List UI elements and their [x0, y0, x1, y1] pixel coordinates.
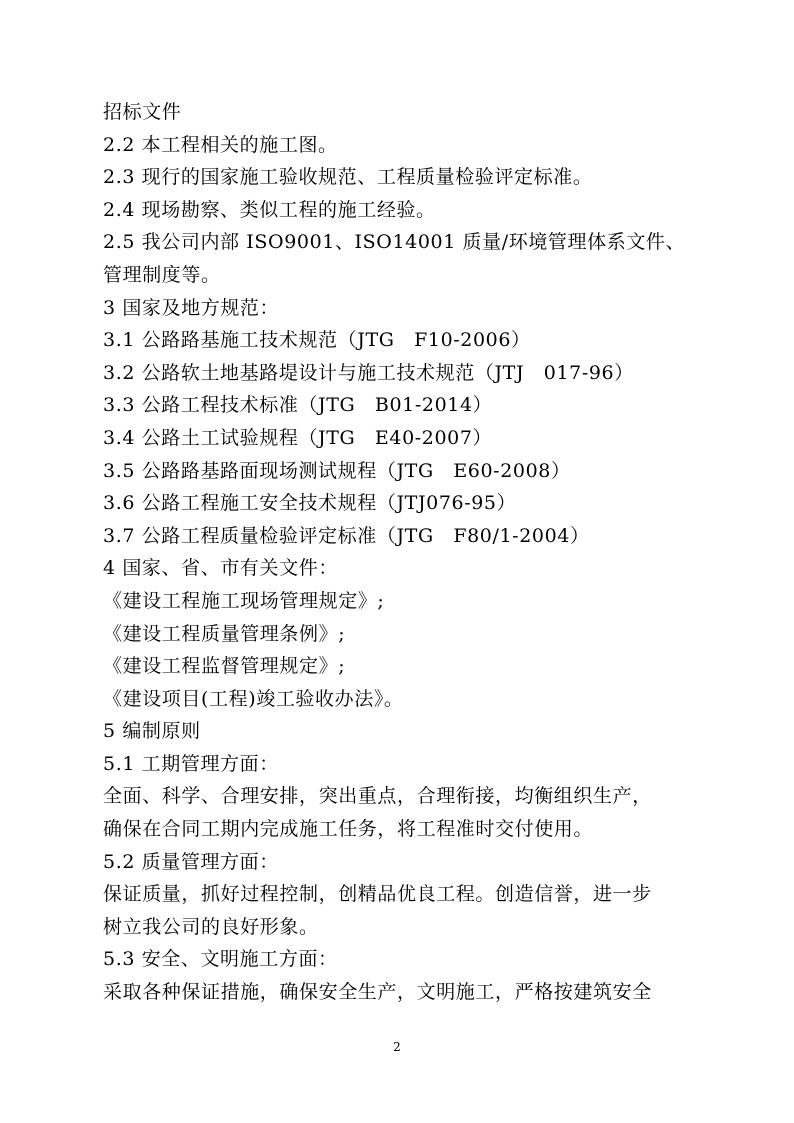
line-3-3: 3.3 公路工程技术标准（JTG B01-2014） — [103, 394, 493, 417]
line-2-5-cont: 管理制度等。 — [103, 263, 221, 286]
line-doc-4: 《建设项目(工程)竣工验收办法》。 — [103, 687, 404, 710]
line-5-2: 5.2 质量管理方面： — [103, 850, 279, 873]
line-heading-bid-docs: 招标文件 — [103, 101, 182, 123]
line-5-3-body-a: 采取各种保证措施，确保安全生产，文明施工，严格按建筑安全 — [103, 981, 652, 1004]
line-3-7: 3.7 公路工程质量检验评定标准（JTG F80/1-2004） — [103, 524, 590, 547]
line-doc-3: 《建设工程监督管理规定》; — [103, 655, 346, 678]
line-2-5: 2.5 我公司内部 ISO9001、ISO14001 质量/环境管理体系文件、 — [103, 231, 686, 254]
line-5-2-body-a: 保证质量，抓好过程控制，创精品优良工程。创造信誉，进一步 — [103, 883, 652, 906]
line-3-4: 3.4 公路土工试验规程（JTG E40-2007） — [103, 426, 493, 449]
line-3-6: 3.6 公路工程施工安全技术规程（JTJ076-95） — [103, 492, 517, 515]
line-2-3: 2.3 现行的国家施工验收规范、工程质量检验评定标准。 — [103, 166, 593, 189]
line-5-1-body-b: 确保在合同工期内完成施工任务，将工程准时交付使用。 — [103, 818, 594, 841]
line-5-2-body-b: 树立我公司的良好形象。 — [103, 915, 319, 938]
line-5-1-body-a: 全面、科学、合理安排，突出重点，合理衔接，均衡组织生产， — [103, 785, 652, 808]
line-section-5: 5 编制原则 — [103, 720, 201, 743]
document-body — [103, 96, 703, 1009]
line-3-2: 3.2 公路软土地基路堤设计与施工技术规范（JTJ 017-96） — [103, 361, 634, 384]
line-2-4: 2.4 现场勘察、类似工程的施工经验。 — [103, 198, 436, 221]
line-3-1: 3.1 公路路基施工技术规范（JTG F10-2006） — [103, 329, 531, 352]
line-section-4: 4 国家、省、市有关文件： — [103, 557, 338, 580]
line-section-3: 3 国家及地方规范： — [103, 296, 280, 319]
page-number: 2 — [393, 1040, 401, 1054]
line-doc-1: 《建设工程施工现场管理规定》; — [103, 589, 385, 612]
line-2-2: 2.2 本工程相关的施工图。 — [103, 133, 338, 156]
line-3-5: 3.5 公路路基路面现场测试规程（JTG E60-2008） — [103, 459, 571, 482]
line-5-3: 5.3 安全、文明施工方面： — [103, 948, 338, 971]
line-5-1: 5.1 工期管理方面： — [103, 752, 279, 775]
line-doc-2: 《建设工程质量管理条例》; — [103, 622, 346, 645]
